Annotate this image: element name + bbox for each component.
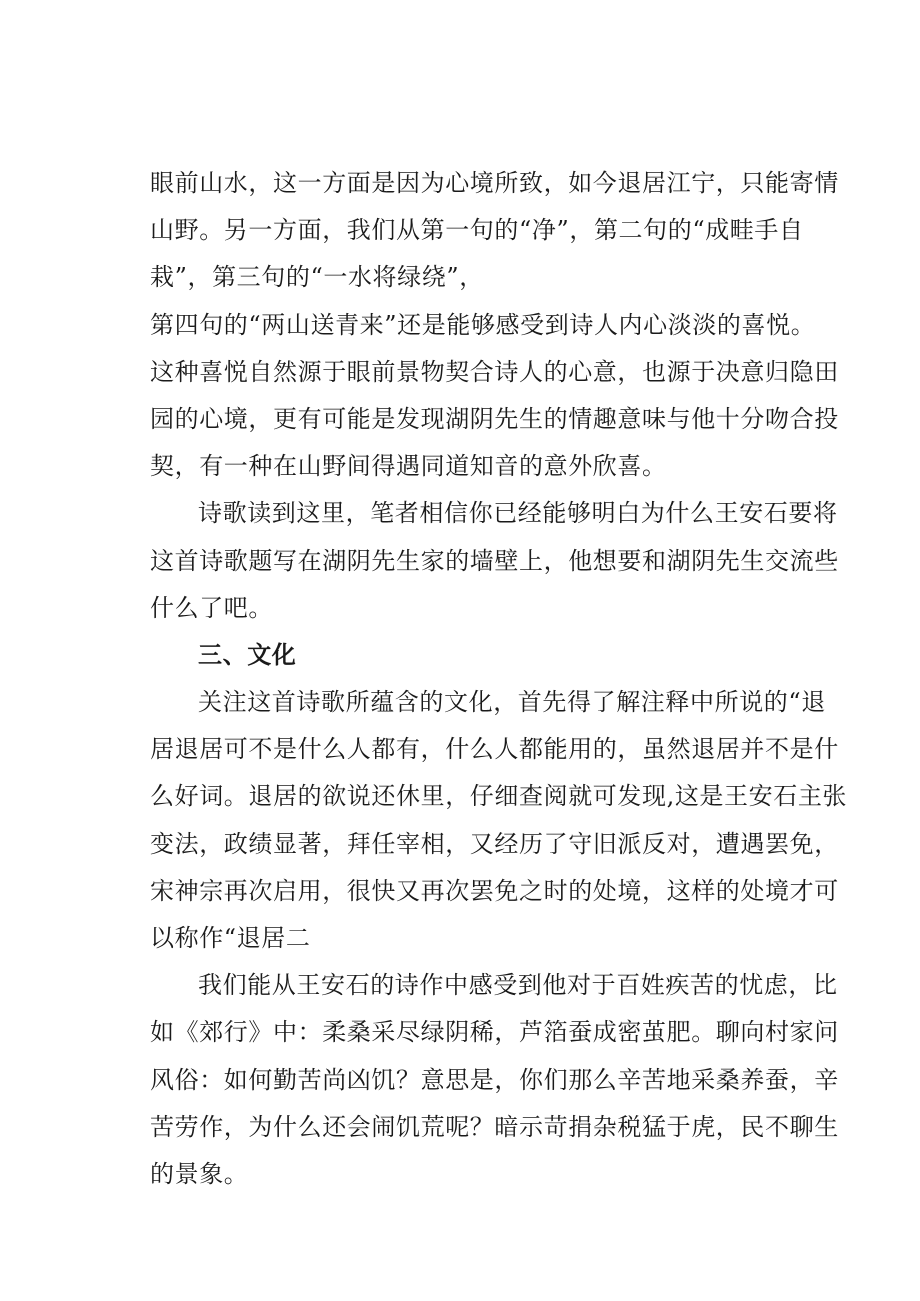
text-line: 居退居可不是什么人都有，什么人都能用的，虽然退居并不是什 (150, 735, 839, 764)
text-line: 眼前山水，这一方面是因为心境所致，如今退居江宁，只能寄情 (150, 169, 839, 197)
text-line: 山野。另一方面，我们从第一句的“净”，第二句的“成畦手自 (150, 216, 804, 245)
text-line: 栽”，第三句的“一水将绿绕”， (150, 263, 484, 292)
text-line: 以称作“退居二 (150, 924, 311, 952)
paragraph-start-line: 关注这首诗歌所蕴含的文化，首先得了解注释中所说的“退 (198, 688, 826, 717)
paragraph-start-line: 诗歌读到这里，笔者相信你已经能够明白为什么王安石要将 (198, 499, 838, 528)
text-line: 这首诗歌题写在湖阴先生家的墙壁上，他想要和湖阴先生交流些 (150, 546, 839, 575)
text-line: 如《郊行》中：柔桑采尽绿阴稀，芦箔蚕成密茧肥。聊向村家问 (150, 1018, 839, 1047)
text-line: 宋神宗再次启用，很快又再次罢免之时的处境，这样的处境才可 (150, 876, 839, 905)
text-line: 么好词。退居的欲说还休里，仔细查阅就可发现,这是王安石主张 (150, 782, 848, 811)
text-line: 变法，政绩显著，拜任宰相，又经历了守旧派反对，遭遇罢免， (150, 829, 839, 858)
text-line: 苦劳作，为什么还会闹饥荒呢？暗示苛捐杂税猛于虎，民不聊生 (150, 1112, 839, 1141)
text-line: 什么了吧。 (150, 593, 273, 622)
text-line: 第四句的“两山送青来”还是能够感受到诗人内心淡淡的喜悦。 (150, 310, 816, 339)
text-line: 的景象。 (150, 1159, 249, 1188)
text-line: 契，有一种在山野间得遇同道知音的意外欣喜。 (150, 452, 667, 481)
text-line: 园的心境，更有可能是发现湖阴先生的情趣意味与他十分吻合投 (150, 404, 839, 433)
text-line: 这种喜悦自然源于眼前景物契合诗人的心意，也源于决意归隐田 (150, 357, 839, 386)
section-heading: 三、文化 (198, 640, 297, 669)
body-text (150, 160, 848, 1198)
text-line: 风俗：如何勤苦尚凶饥？意思是，你们那么辛苦地采桑养蚕，辛 (150, 1065, 839, 1094)
paragraph-start-line: 我们能从王安石的诗作中感受到他对于百姓疾苦的忧虑，比 (198, 971, 838, 1000)
